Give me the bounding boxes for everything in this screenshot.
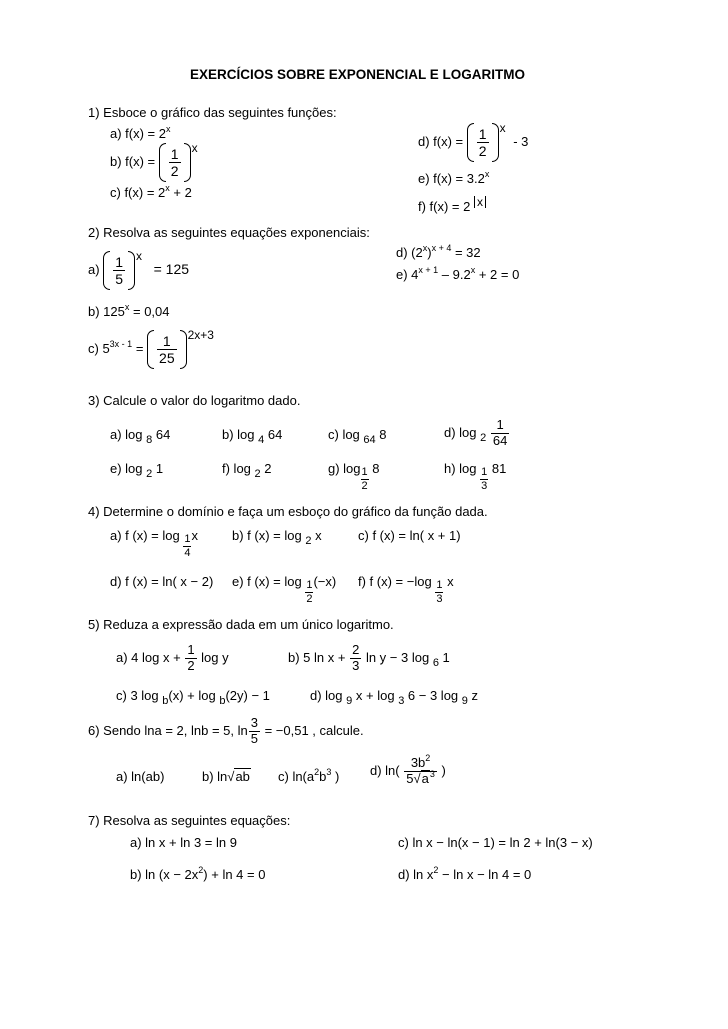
q4-item-a: a) f (x) = log $\frac{1}{4}$ x (110, 528, 198, 559)
q7-item-b: b) $\ln (x - 2x^2) + \ln 4 = 0$ (130, 865, 266, 882)
question-6-heading: 6) Sendo lna = 2, lnb = 5, ln $\frac{3}{5}$ = −0,51 , calcule. (88, 715, 364, 746)
q6-item-c: c) $\ln(a^2b^3$ ) (278, 767, 340, 784)
q3-item-d: d) log $_2$ $\frac{1}{64}$ (444, 417, 508, 448)
question-3-heading: 3) Calcule o valor do logaritmo dado. (88, 393, 301, 408)
q7-item-c: c) ln x − ln(x − 1) = ln 2 + ln(3 − x) (398, 835, 593, 850)
q4-item-e: e) f (x) = log $\frac{1}{2}$ (−x) (232, 574, 337, 605)
q4-item-f: f) f (x) = −log $\frac{1}{3}$ x (358, 574, 454, 605)
q2-item-e: e) $4^{x + 1} - 9.2^x + 2 = 0$ (396, 265, 520, 282)
q5-item-a: a) 4 log x + $\frac{1}{2}$ log y (116, 642, 229, 673)
q5-item-b: b) 5 ln x + $\frac{2}{3}$ ln y − 3 log $_6$ 1 (288, 642, 450, 673)
q2-item-c: c) $5^{3x - 1}$ = $\frac{1}{25}$ 2x+3 (88, 328, 214, 367)
q2-item-b: b) $125^x = 0,04$ (88, 302, 170, 319)
question-2-heading: 2) Resolva as seguintes equações exponenciais: (88, 225, 370, 240)
q3-item-f: f) log $_2$ 2 (222, 461, 272, 480)
q4-item-b: b) f (x) = log $_2$ x (232, 528, 322, 547)
q1-item-c: c) $f(x) = 2^x + 2$ (110, 183, 192, 200)
q3-item-b: b) log $_4$ 64 (222, 427, 283, 446)
q6-item-a: a) ln(ab) (116, 769, 165, 784)
q5-item-c: c) 3 log $_b$(x) + log $_b$(2y) − 1 (116, 688, 270, 707)
q1-item-b: b) f(x) = $\frac{1}{2}$ x (110, 141, 198, 180)
q1-item-e: e) $f(x) = 3.2^x$ (418, 169, 490, 186)
question-7-heading: 7) Resolva as seguintes equações: (88, 813, 291, 828)
q2-item-d: d) $(2^x)^{x + 4} = 32$ (396, 243, 481, 260)
q5-item-d: d) log $_9$ x + log $_3$ 6 − 3 log $_9$ z (310, 688, 479, 707)
q2-item-a: a) $\frac{1}{5}$ x = 125 (88, 249, 190, 288)
q3-item-a: a) log $_8$ 64 (110, 427, 171, 446)
q1-item-f: f) f(x) = 2 x (418, 196, 486, 213)
q1-item-a: a) $f(x) = 2^x$ (110, 124, 171, 141)
q6-item-d: d) ln( $\frac{3b^2}{5√a^3}$ ) (370, 753, 446, 786)
q3-item-e: e) log $_2$ 1 (110, 461, 164, 480)
page-title: EXERCÍCIOS SOBRE EXPONENCIAL E LOGARITMO (190, 67, 526, 82)
q6-item-b: b) ln√ab (202, 769, 250, 784)
q7-item-a: a) ln x + ln 3 = ln 9 (130, 835, 237, 850)
q3-item-c: c) log $_{64}$ 8 (328, 427, 387, 446)
question-1-heading: 1) Esboce o gráfico das seguintes funções: (88, 105, 337, 120)
q4-item-c: c) f (x) = ln( x + 1) (358, 528, 461, 543)
q3-item-h: h) log $\frac{1}{3}$ 81 (444, 461, 507, 492)
question-5-heading: 5) Reduza a expressão dada em um único logaritmo. (88, 617, 394, 632)
question-4-heading: 4) Determine o domínio e faça um esboço do gráfico da função dada. (88, 504, 488, 519)
q3-item-g: g) log $\frac{1}{2}$ 8 (328, 461, 380, 492)
q7-item-d: d) $\ln x^2 - \ln x - \ln 4 = 0$ (398, 865, 532, 882)
q1-item-d: d) f(x) = $\frac{1}{2}$ x - 3 (418, 121, 529, 160)
q4-item-d: d) f (x) = ln( x − 2) (110, 574, 214, 589)
